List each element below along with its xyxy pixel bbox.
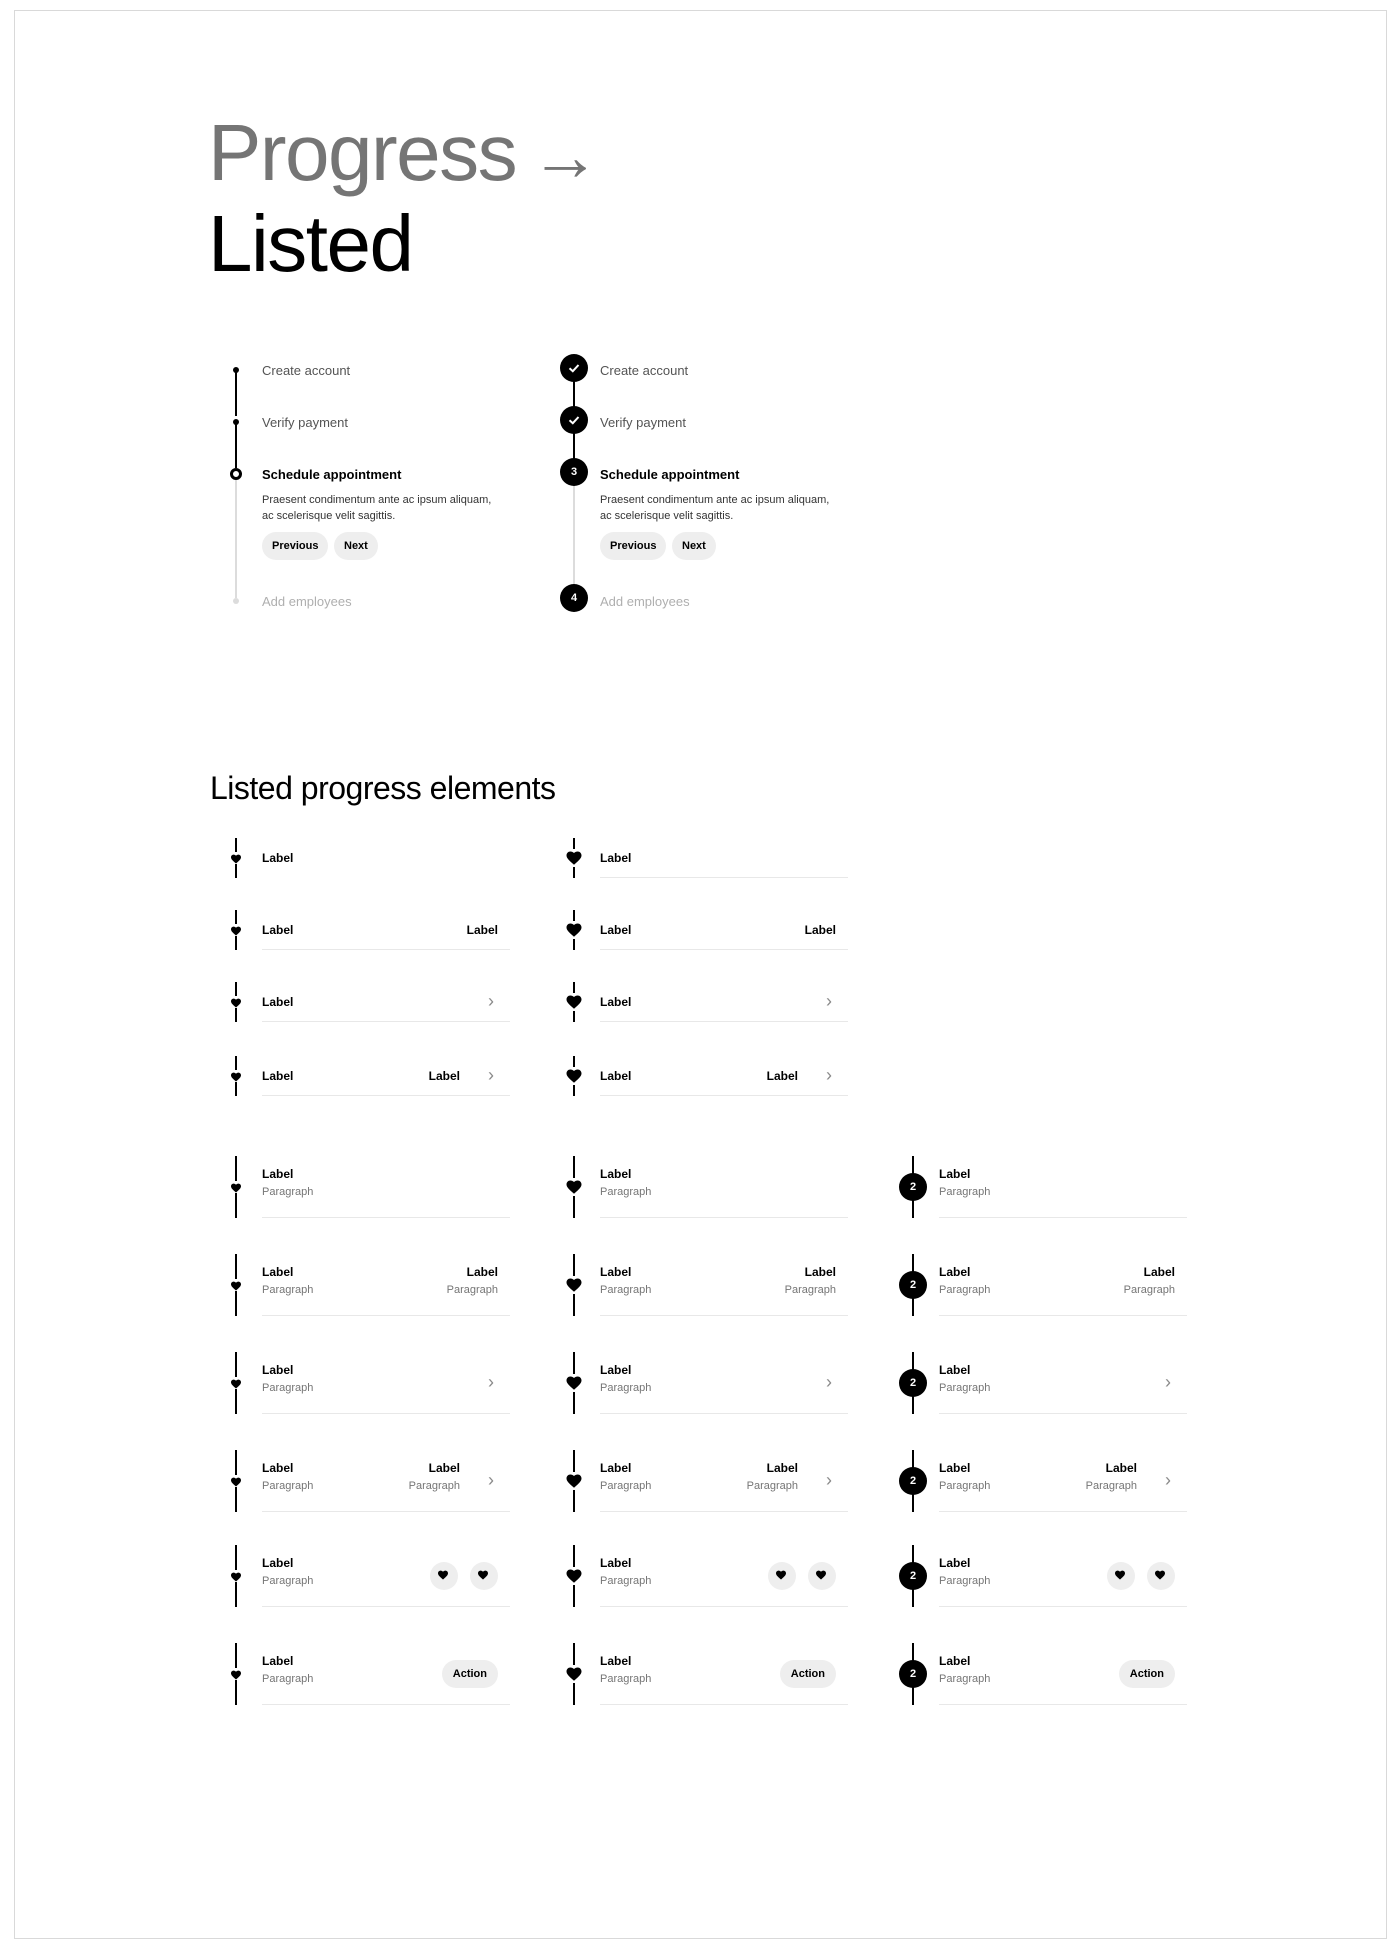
step-description: Praesent condimentum ante ac ipsum aliquam, ac scelerisque velit sagittis.: [600, 494, 830, 522]
item-label: Label: [600, 1265, 632, 1279]
item-label: Label: [939, 1556, 971, 1570]
row-divider: [262, 1606, 510, 1607]
step-connector: [235, 370, 237, 416]
chevron-right-icon: ›: [488, 1470, 494, 1490]
item-label: Label: [262, 1556, 294, 1570]
heart-icon: [230, 1070, 242, 1082]
row-divider: [600, 1704, 848, 1705]
list-item[interactable]: [887, 1156, 1187, 1218]
row-divider: [939, 1511, 1187, 1512]
row-divider: [600, 949, 848, 950]
item-label: Label: [262, 1654, 294, 1668]
step-label: Create account: [262, 363, 351, 378]
trailing-label: Label: [466, 923, 498, 937]
heart-icon: [565, 921, 583, 939]
item-label: Label: [939, 1167, 971, 1181]
item-label: Label: [600, 1069, 632, 1083]
step-number-badge: 2: [899, 1173, 927, 1201]
trailing-label: Label: [428, 1461, 460, 1475]
item-label: Label: [939, 1461, 971, 1475]
item-paragraph: Paragraph: [939, 1480, 991, 1492]
step-complete-badge: [560, 406, 588, 434]
item-paragraph: Paragraph: [262, 1575, 314, 1587]
step-number-badge: 2: [899, 1660, 927, 1688]
action-button[interactable]: Action: [1119, 1660, 1175, 1688]
heart-icon: [230, 996, 242, 1008]
item-paragraph: Paragraph: [600, 1284, 652, 1296]
item-label: Label: [262, 1167, 294, 1181]
item-paragraph: Paragraph: [600, 1382, 652, 1394]
row-divider: [600, 1315, 848, 1316]
row-divider: [262, 949, 510, 950]
list-item[interactable]: [210, 1156, 510, 1218]
list-item[interactable]: [210, 1450, 510, 1512]
item-label: Label: [262, 1461, 294, 1475]
step-number-badge: 2: [899, 1369, 927, 1397]
list-item[interactable]: [887, 1254, 1187, 1316]
step-connector: [235, 480, 237, 598]
list-item[interactable]: [548, 1156, 848, 1218]
page-title-progress: Progress →: [208, 108, 599, 201]
item-paragraph: Paragraph: [600, 1186, 652, 1198]
heart-icon: [230, 1181, 242, 1193]
step-number-badge: 2: [899, 1467, 927, 1495]
heart-icon: [230, 1475, 242, 1487]
step-connector: [235, 422, 237, 468]
item-label: Label: [262, 1363, 294, 1377]
step-complete-badge: [560, 354, 588, 382]
row-divider: [939, 1217, 1187, 1218]
item-paragraph: Paragraph: [939, 1575, 991, 1587]
item-label: Label: [600, 923, 632, 937]
item-label: Label: [262, 995, 294, 1009]
previous-button[interactable]: Previous: [262, 532, 328, 560]
list-item[interactable]: [210, 838, 510, 878]
step-label: Create account: [600, 363, 689, 378]
row-divider: [262, 1217, 510, 1218]
step-dot-complete: [233, 419, 239, 425]
row-divider: [600, 1021, 848, 1022]
step-number-badge: 2: [899, 1271, 927, 1299]
trailing-label: Label: [804, 923, 836, 937]
step-label-future: Add employees: [600, 594, 690, 609]
row-divider: [939, 1606, 1187, 1607]
list-item[interactable]: [548, 910, 848, 950]
list-item[interactable]: [210, 982, 510, 1022]
item-paragraph: Paragraph: [600, 1673, 652, 1685]
heart-icon: [565, 849, 583, 867]
item-paragraph: Paragraph: [262, 1284, 314, 1296]
row-divider: [600, 1217, 848, 1218]
item-label: Label: [262, 923, 294, 937]
row-divider: [600, 877, 848, 878]
previous-button[interactable]: Previous: [600, 532, 666, 560]
heart-icon: [230, 924, 242, 936]
row-divider: [262, 1315, 510, 1316]
heart-icon: [1114, 1569, 1126, 1581]
item-label: Label: [262, 851, 294, 865]
trailing-label: Label: [466, 1265, 498, 1279]
trailing-label: Label: [766, 1069, 798, 1083]
trailing-label: Label: [804, 1265, 836, 1279]
heart-icon: [437, 1569, 449, 1581]
check-icon: [567, 361, 581, 375]
row-divider: [600, 1095, 848, 1096]
list-item[interactable]: [887, 1450, 1187, 1512]
heart-icon: [775, 1569, 787, 1581]
trailing-label: Label: [766, 1461, 798, 1475]
list-item[interactable]: [210, 910, 510, 950]
trailing-paragraph: Paragraph: [446, 1284, 498, 1296]
heart-icon: [565, 1472, 583, 1490]
heart-icon: [565, 1374, 583, 1392]
heart-icon: [230, 1668, 242, 1680]
list-item[interactable]: [548, 1643, 848, 1705]
heart-icon: [230, 852, 242, 864]
step-dot-future: [233, 598, 239, 604]
step-dot-complete: [233, 367, 239, 373]
favorite-button[interactable]: [768, 1562, 796, 1590]
heart-icon: [565, 1276, 583, 1294]
heart-icon: [565, 1665, 583, 1683]
favorite-button[interactable]: [808, 1562, 836, 1590]
chevron-right-icon: ›: [1165, 1372, 1171, 1392]
favorite-button[interactable]: [470, 1562, 498, 1590]
trailing-paragraph: Paragraph: [746, 1480, 798, 1492]
trailing-paragraph: Paragraph: [784, 1284, 836, 1296]
step-label-current: Schedule appointment: [600, 467, 740, 482]
list-item[interactable]: [548, 838, 848, 878]
item-paragraph: Paragraph: [939, 1186, 991, 1198]
trailing-paragraph: Paragraph: [1123, 1284, 1175, 1296]
trailing-paragraph: Paragraph: [408, 1480, 460, 1492]
trailing-label: Label: [1105, 1461, 1137, 1475]
chevron-right-icon: ›: [488, 991, 494, 1011]
row-divider: [262, 1021, 510, 1022]
row-divider: [939, 1413, 1187, 1414]
chevron-right-icon: ›: [826, 1065, 832, 1085]
favorite-button[interactable]: [430, 1562, 458, 1590]
list-item[interactable]: [210, 1545, 510, 1607]
heart-icon: [230, 1377, 242, 1389]
favorite-button[interactable]: [1147, 1562, 1175, 1590]
heart-icon: [477, 1569, 489, 1581]
action-button[interactable]: Action: [780, 1660, 836, 1688]
favorite-button[interactable]: [1107, 1562, 1135, 1590]
step-connector: [573, 482, 575, 592]
trailing-label: Label: [1143, 1265, 1175, 1279]
item-label: Label: [600, 1654, 632, 1668]
list-item[interactable]: [210, 1056, 510, 1096]
item-paragraph: Paragraph: [939, 1382, 991, 1394]
row-divider: [262, 1511, 510, 1512]
row-divider: [600, 1413, 848, 1414]
chevron-right-icon: ›: [1165, 1470, 1171, 1490]
action-button[interactable]: Action: [442, 1660, 498, 1688]
list-item[interactable]: [887, 1352, 1187, 1414]
row-divider: [600, 1511, 848, 1512]
item-label: Label: [262, 1069, 294, 1083]
list-item[interactable]: [210, 1643, 510, 1705]
check-icon: [567, 413, 581, 427]
list-item[interactable]: [887, 1545, 1187, 1607]
item-label: Label: [939, 1654, 971, 1668]
step-label: Verify payment: [600, 415, 686, 430]
item-label: Label: [600, 1556, 632, 1570]
row-divider: [262, 1704, 510, 1705]
item-paragraph: Paragraph: [262, 1480, 314, 1492]
next-button[interactable]: Next: [672, 532, 716, 560]
item-label: Label: [600, 851, 632, 865]
step-label: Verify payment: [262, 415, 348, 430]
row-divider: [262, 1413, 510, 1414]
step-number-badge: 2: [899, 1562, 927, 1590]
heart-icon: [230, 1279, 242, 1291]
item-label: Label: [262, 1265, 294, 1279]
row-divider: [600, 1606, 848, 1607]
heart-icon: [230, 1570, 242, 1582]
heart-icon: [815, 1569, 827, 1581]
item-paragraph: Paragraph: [600, 1575, 652, 1587]
item-paragraph: Paragraph: [600, 1480, 652, 1492]
chevron-right-icon: ›: [826, 991, 832, 1011]
heart-icon: [565, 993, 583, 1011]
list-item[interactable]: [548, 1056, 848, 1096]
item-label: Label: [939, 1265, 971, 1279]
list-item[interactable]: [548, 982, 848, 1022]
item-paragraph: Paragraph: [939, 1284, 991, 1296]
list-item[interactable]: [548, 1450, 848, 1512]
section-title: Listed progress elements: [210, 770, 556, 806]
heart-icon: [565, 1067, 583, 1085]
item-paragraph: Paragraph: [939, 1673, 991, 1685]
next-button[interactable]: Next: [334, 532, 378, 560]
list-item[interactable]: [887, 1643, 1187, 1705]
heart-icon: [565, 1178, 583, 1196]
item-label: Label: [600, 1461, 632, 1475]
item-paragraph: Paragraph: [262, 1382, 314, 1394]
step-number-badge: 3: [560, 458, 588, 486]
stepper-numbered: [548, 350, 868, 620]
item-label: Label: [600, 1363, 632, 1377]
list-item[interactable]: [210, 1254, 510, 1316]
list-item[interactable]: [548, 1545, 848, 1607]
heart-icon: [565, 1567, 583, 1585]
step-description: Praesent condimentum ante ac ipsum aliquam, ac scelerisque velit sagittis.: [262, 494, 492, 522]
list-item[interactable]: [548, 1254, 848, 1316]
row-divider: [262, 1095, 510, 1096]
step-label-current: Schedule appointment: [262, 467, 402, 482]
item-label: Label: [600, 995, 632, 1009]
list-item[interactable]: [548, 1352, 848, 1414]
chevron-right-icon: ›: [826, 1470, 832, 1490]
arrow-right-icon: →: [530, 117, 599, 195]
item-paragraph: Paragraph: [262, 1186, 314, 1198]
stepper-dots: [210, 350, 530, 620]
chevron-right-icon: ›: [826, 1372, 832, 1392]
row-divider: [939, 1704, 1187, 1705]
page-title-listed: Listed: [208, 199, 413, 288]
heart-icon: [1154, 1569, 1166, 1581]
chevron-right-icon: ›: [488, 1372, 494, 1392]
list-item[interactable]: [210, 1352, 510, 1414]
item-label: Label: [939, 1363, 971, 1377]
item-paragraph: Paragraph: [262, 1673, 314, 1685]
trailing-label: Label: [428, 1069, 460, 1083]
row-divider: [939, 1315, 1187, 1316]
step-number-badge: 4: [560, 584, 588, 612]
step-label-future: Add employees: [262, 594, 352, 609]
chevron-right-icon: ›: [488, 1065, 494, 1085]
item-label: Label: [600, 1167, 632, 1181]
step-dot-current: [230, 468, 242, 480]
trailing-paragraph: Paragraph: [1085, 1480, 1137, 1492]
